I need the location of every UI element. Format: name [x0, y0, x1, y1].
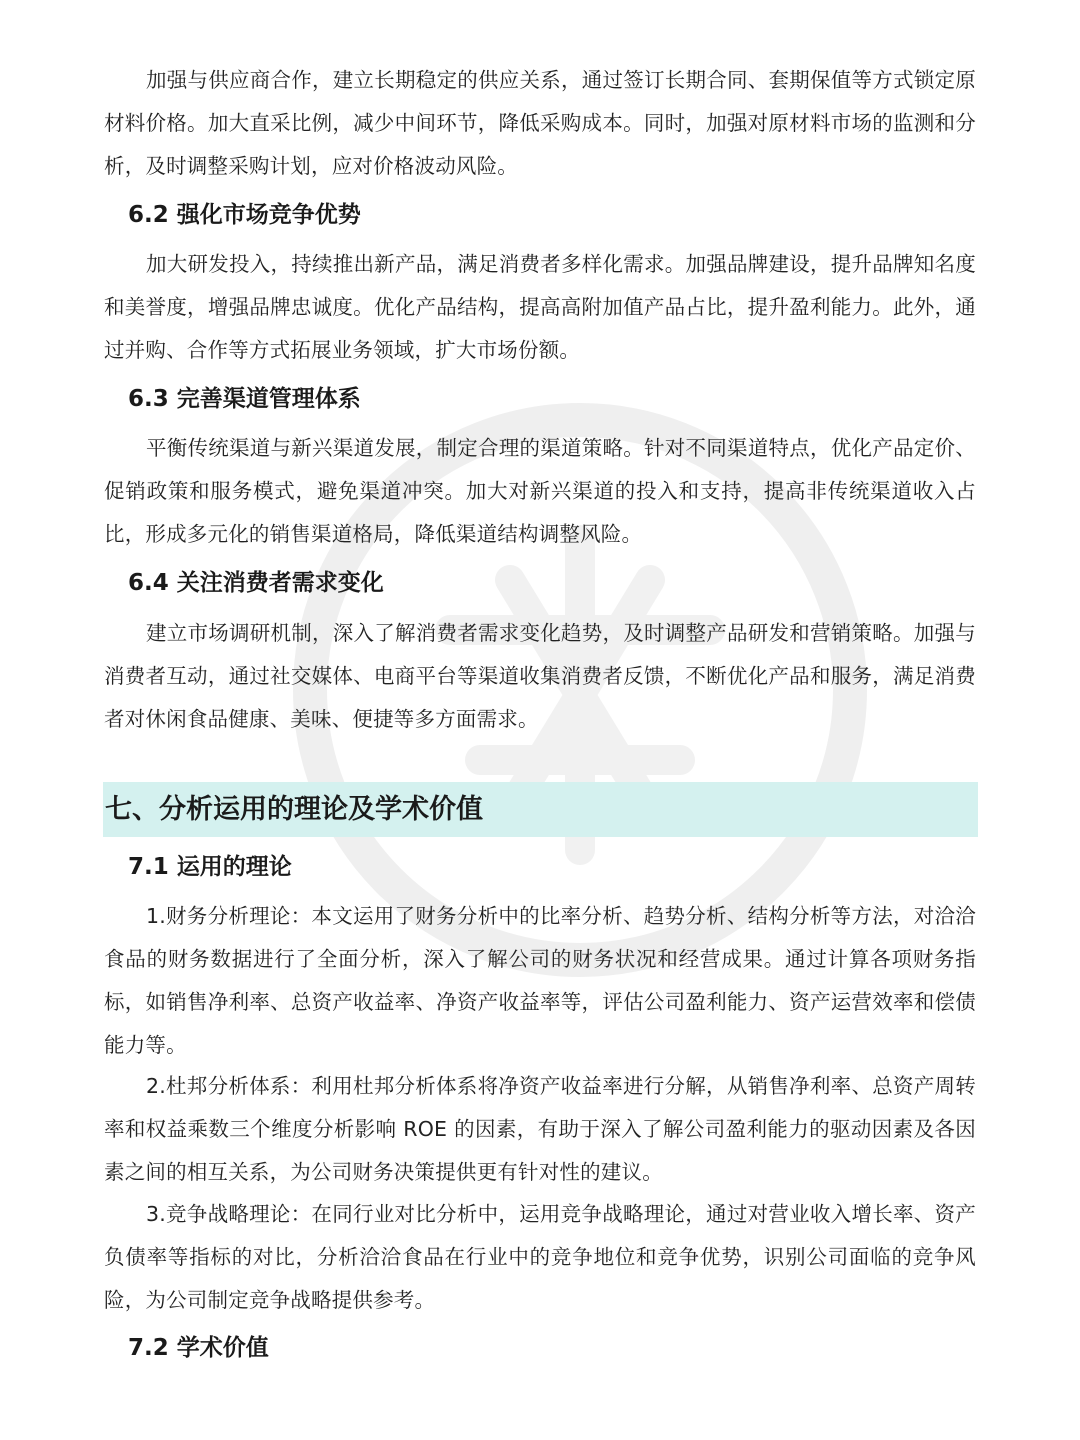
theory-2-paragraph: 2.杜邦分析体系：利用杜邦分析体系将净资产收益率进行分解，从销售净利率、总资产周转率和权益乘数三个维度分析影响 ROE 的因素，有助于深入了解公司盈利能力的驱动因素及各因素之间的相互关系，为公司财务决策提供更有针对性的建议。 — [104, 1074, 976, 1184]
supply-paragraph: 加强与供应商合作，建立长期稳定的供应关系，通过签订长期合同、套期保值等方式锁定原材料价格。加大直采比例，减少中间环节，降低采购成本。同时，加强对原材料市场的监测和分析，及时调整采购计划，应对价格波动风险。 — [104, 68, 976, 178]
section-6-3-heading: 6.3 完善渠道管理体系 — [128, 386, 361, 412]
channel-paragraph: 平衡传统渠道与新兴渠道发展，制定合理的渠道策略。针对不同渠道特点，优化产品定价、促销政策和服务模式，避免渠道冲突。加大对新兴渠道的投入和支持，提高非传统渠道收入占比，形成多元化的销售渠道格局，降低渠道结构调整风险。 — [104, 436, 976, 546]
section-6-2-heading: 6.2 强化市场竞争优势 — [128, 202, 361, 228]
consumer-paragraph: 建立市场调研机制，深入了解消费者需求变化趋势，及时调整产品研发和营销策略。加强与消费者互动，通过社交媒体、电商平台等渠道收集消费者反馈，不断优化产品和服务，满足消费者对休闲食品健康、美味、便捷等多方面需求。 — [104, 621, 976, 731]
section-7-1-heading: 7.1 运用的理论 — [128, 854, 292, 880]
theory-3-paragraph: 3.竞争战略理论：在同行业对比分析中，运用竞争战略理论，通过对营业收入增长率、资产负债率等指标的对比，分析洽洽食品在行业中的竞争地位和竞争优势，识别公司面临的竞争风险，为公司制定竞争战略提供参考。 — [104, 1202, 976, 1312]
theory-1-paragraph: 1.财务分析理论：本文运用了财务分析中的比率分析、趋势分析、结构分析等方法，对洽洽食品的财务数据进行了全面分析，深入了解公司的财务状况和经营成果。通过计算各项财务指标，如销售净利率、总资产收益率、净资产收益率等，评估公司盈利能力、资产运营效率和偿债能力等。 — [104, 904, 976, 1057]
section-7-2-heading: 7.2 学术价值 — [128, 1335, 269, 1361]
chapter-7-heading: 七、分析运用的理论及学术价值 — [103, 782, 978, 837]
competition-paragraph: 加大研发投入，持续推出新产品，满足消费者多样化需求。加强品牌建设，提升品牌知名度和美誉度，增强品牌忠诚度。优化产品结构，提高高附加值产品占比，提升盈利能力。此外，通过并购、合作等方式拓展业务领域，扩大市场份额。 — [104, 252, 976, 362]
section-6-4-heading: 6.4 关注消费者需求变化 — [128, 570, 384, 596]
